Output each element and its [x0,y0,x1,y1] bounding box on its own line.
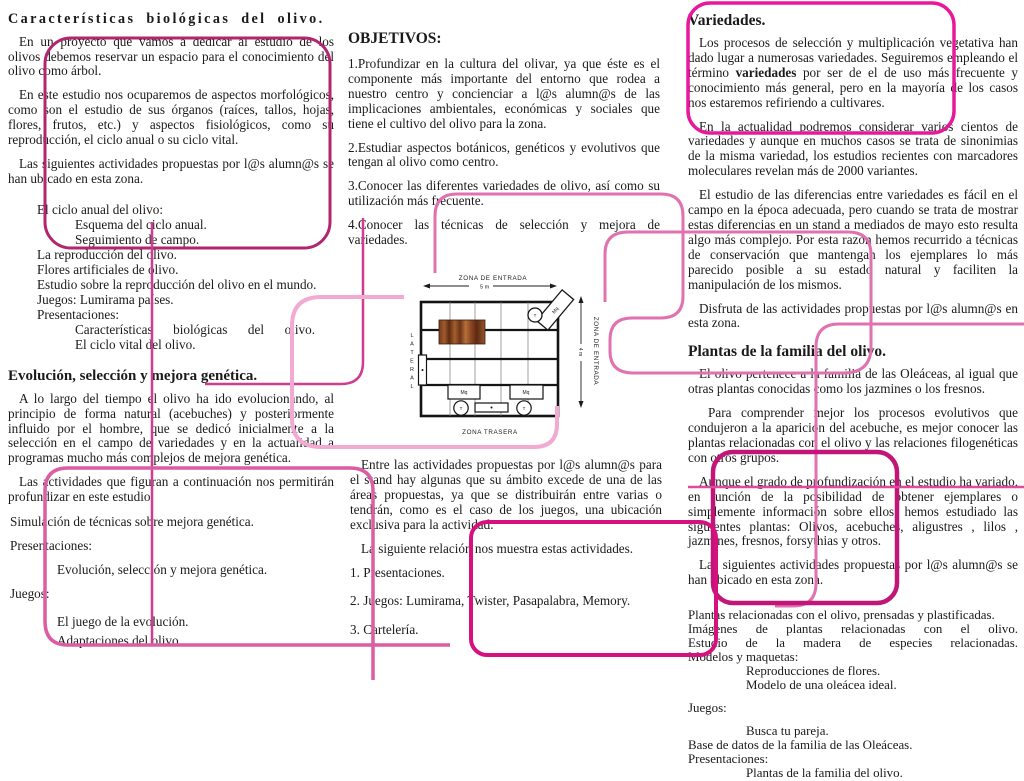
tv-label-1: T [533,313,537,318]
tv-label-3: T [522,406,526,411]
list-item: Modelo de una oleácea ideal. [746,677,897,692]
activity-item: 1. Presentaciones. [350,565,445,581]
section-heading-caracteristicas: Características biológicas del olivo. [8,11,325,27]
column-middle [348,30,660,257]
width-label: 5 m [480,284,490,291]
zone-entrance-top-label: ZONA DE ENTRADA [458,275,528,282]
section-heading-plantas: Plantas de la familia del olivo. [688,343,887,361]
arrowhead-right [550,284,557,289]
list-item: El juego de la evolución. [57,614,189,630]
list-item: Seguimiento de campo. [75,231,200,247]
maqueta-label: Mq [460,390,468,396]
paragraph: Para comprender mejor los procesos evolutivos que condujeron a la aparición del acebuche, es mejor conocer las plantas relacionadas con el olivo y las relaciones filogenéticas con otros grupos. [688,405,1018,465]
arrowhead-left [423,284,430,289]
list-item: Estudio de la madera de especies relacionadas. [688,636,1018,651]
paragraph: En este estudio nos ocuparemos de aspectos morfológicos, como son el estudio de sus órganos (raíces, tallos, hojas, flores, frutos, etc.) y aspectos fisiológicos, como su reproducción, el ciclo anual o su ciclo vital. [8,87,334,148]
marker-dot [422,369,424,371]
paragraph: Entre las actividades propuestas por l@s alumn@s para el stand hay algunas que su ámbito excede de una de las áreas propuestas, ya que se distribuirán entre varias o tendrán, como es el caso de los juegos, una ubicación exclusiva para la actividad. [350,457,662,532]
paragraph: A lo largo del tiempo el olivo ha ido evolucionando, al principio de forma natural (acebuches) y posteriormente influido por el hombre, que se dedicó inicialmente a la selección en el campo de variedades y en la actualidad a programas mucho más complejos de mejora genética. [8,390,334,466]
maqueta-label: Mq [551,306,561,316]
objective: 4.Conocer las técnicas de selección y mejora de variedades. [348,217,660,248]
objective: 1.Profundizar en la cultura del olivar, ya que éste es el componente más importante del entorno que rodea a nuestro centro y concienciar a l@s alumn@s de las implicaciones ambientales, económicas y sociales que tiene el cultivo del olivo para la zona. [348,56,660,131]
section-heading-objetivos: OBJETIVOS: [348,30,442,47]
section-heading-evolucion: Evolución, selección y mejora genética. [8,368,258,385]
list-item: La reproducción del olivo. [37,246,177,262]
arrowhead-up [579,296,584,303]
list-item: Juegos: [10,586,50,602]
list-item: Evolución, selección y mejora genética. [57,562,268,578]
arrowhead-down [579,401,584,408]
list-item: Juegos: [688,700,727,715]
marker-dot [491,407,493,409]
paragraph: En la actualidad podremos considerar varios cientos de variedades y aunque en muchos casos se trata de sinonimias de la misma variedad, los estudios recientes con marcadores moleculares revelan más de 2000 variantes. [688,118,1018,179]
list-item: El ciclo vital del olivo. [75,337,196,353]
column-middle-bottom [350,458,662,650]
list-item: Presentaciones: [688,751,769,766]
list-item: Flores artificiales de olivo. [37,261,179,277]
list-item: Estudio sobre la reproducción del olivo en el mundo. [37,277,317,292]
paragraph: Las siguientes actividades propuestas por l@s alumn@s se han ubicado en esta zona. [688,557,1018,588]
list-item: Modelos y maquetas: [688,650,799,664]
paragraph: El estudio de las diferencias entre variedades es fácil en el campo en la época adecuada, pero cuando se trata de mostrar estas diferencias en un stand a mediados de mayo esto resulta algo más complejo. Por esta razón hemos recurrido a técnicas de conservación que mantengan los ejemplares lo más parecido posible a su estado natural y faciliten la manipulación de los mismos. [688,187,1018,292]
list-item: Plantas relacionadas con el olivo, prensadas y plastificadas. [688,608,995,623]
paragraph: Aunque el grado de profundización en el estudio ha variado, en función de la posibilidad de obtener ejemplares o simplemente información sobre ellos, hemos estudiado las siguientes plantas: Olivos, acebuches, aligustres , lilos , jazmines, fresnos, forsythias y otros. [688,473,1018,549]
list-item: Imágenes de plantas relacionadas con el olivo. [688,622,1018,637]
text-run: por ser de el de uso más frecuente y conocimiento más general, pero en la mayoría de los casos nos estaremos refiriendo a cultivares. [688,64,1018,110]
list-item: Adaptaciones del olivo. [57,633,182,649]
list-item: El ciclo anual del olivo: [37,201,163,217]
lateral-label: LATERAL [409,333,415,393]
paragraph: Las actividades que figuran a continuación nos permitirán profundizar en este estudio. [8,474,334,505]
list-item: Esquema del ciclo anual. [75,216,207,232]
list-item: Reproducciones de flores. [746,663,881,678]
paragraph: La siguiente relación nos muestra estas actividades. [361,540,634,556]
activity-item: 3. Cartelería. [350,621,419,637]
list-item: Simulación de técnicas sobre mejora genética. [10,514,254,530]
paragraph: El olivo pertenece a la familia de las Oleáceas, al igual que otras plantas conocidas como los jazmines o los fresnos. [688,366,1018,397]
list-item: Características biológicas del olivo. [75,322,315,338]
list-item: Plantas de la familia del olivo. [746,765,903,780]
paragraph: Las siguientes actividades propuestas por l@s alumn@s se han ubicado en esta zona. [8,155,334,186]
column-left [8,12,334,648]
paragraph: Disfruta de las actividades propuestas por l@s alumn@s en esta zona. [688,300,1018,331]
tv-label-2: T [459,406,463,411]
list-item: Busca tu pareja. [746,723,829,738]
depth-label: 4 m [577,347,583,357]
zone-rear-label: ZONA TRASERA [462,429,518,436]
list-item: Base de datos de la familia de las Oleáceas. [688,737,913,752]
objective: 3.Conocer las diferentes variedades de olivo, así como su utilización más frecuente. [348,178,660,209]
list-item: Presentaciones: [37,307,120,323]
text-run: Los procesos de selección y multiplicación vegetativa han dado lugar a numerosas variedades. Seguiremos empleando el término [688,35,1018,80]
paragraph [688,36,1018,111]
list-item: Presentaciones: [10,538,93,554]
wood-sample-panel [439,320,485,344]
activity-item: 2. Juegos: Lumirama, Twister, Pasapalabra, Memory. [350,593,631,609]
objective: 2.Estudiar aspectos botánicos, genéticos y evolutivos que tengan al olivo como centro. [348,139,660,170]
zone-entrance-right-label: ZONA DE ENTRADA [592,316,599,386]
paragraph: En un proyecto que vamos a dedicar al estudio de los olivos debemos reservar un espacio para el conocimiento del olivo como árbol. [8,33,334,79]
column-right [688,12,1018,781]
bold-term: variedades [735,64,797,80]
maqueta-label: Mq [522,390,530,396]
list-item: Juegos: Lumirama países. [37,292,174,308]
stand-floor-plan [403,260,605,447]
section-heading-variedades: Variedades. [688,12,766,29]
